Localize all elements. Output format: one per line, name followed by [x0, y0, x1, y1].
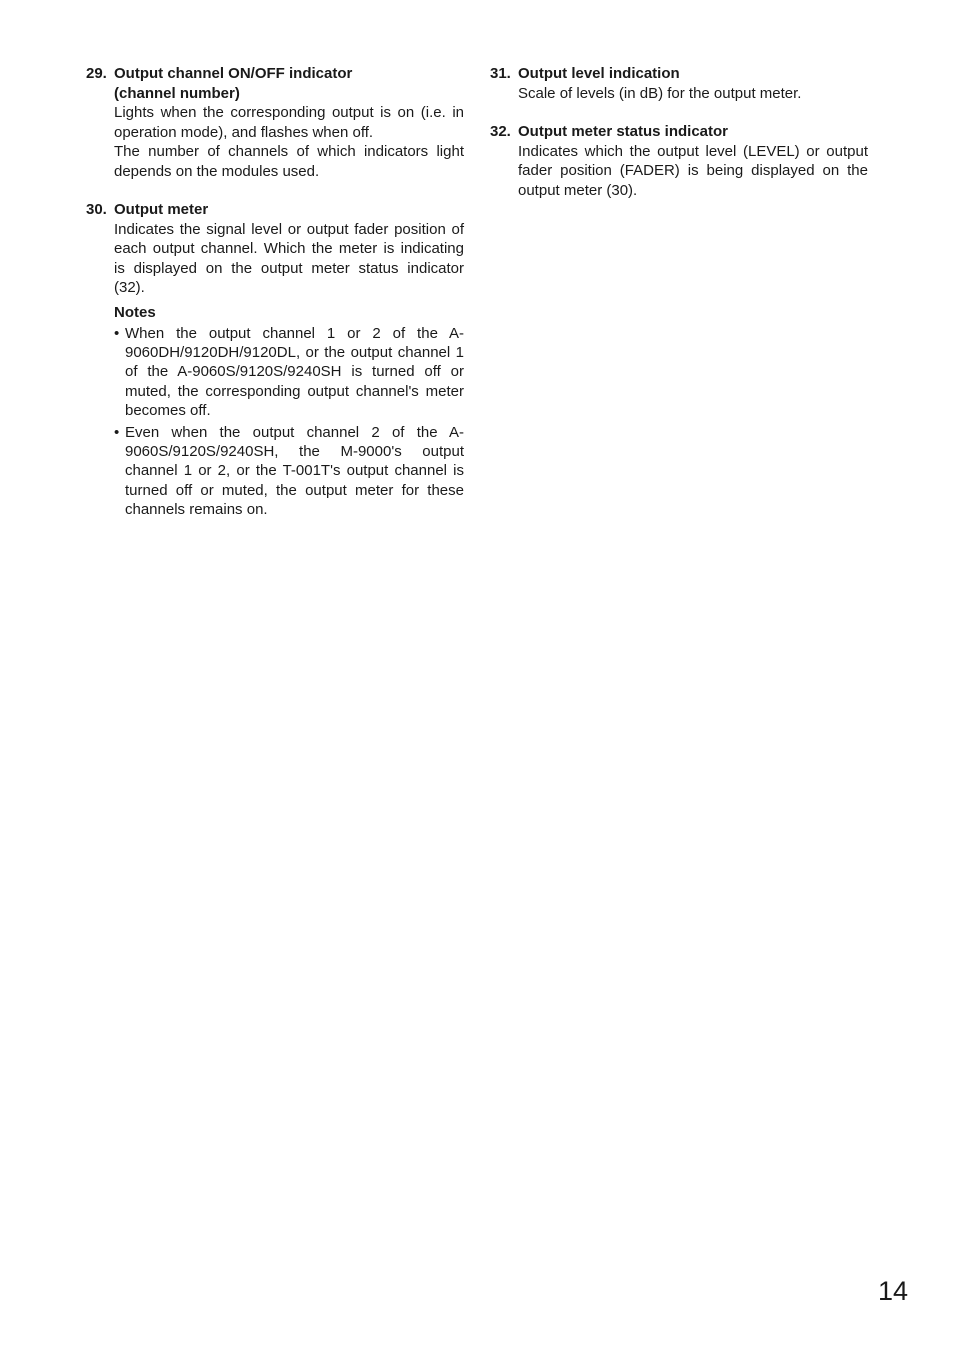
item-29-paragraph-1: Lights when the corresponding output is on (i.e. in operation mode), and flashes when off. [114, 104, 464, 141]
item-31-number: 31. [490, 65, 511, 82]
item-30-paragraph: Indicates the signal level or output fader position of each output channel. Which the meter is indicating is displayed on the output meter status indicator (32). [114, 220, 464, 296]
note-item [114, 423, 464, 519]
item-29-number: 29. [86, 65, 107, 82]
note-text-1: When the output channel 1 or 2 of the A-9060DH/9120DH/9120DL, or the output channel 1 of the A-9060S/9120S/9240SH is turned off or muted, the corresponding output channel's meter becomes off. [125, 325, 464, 419]
item-31-heading: Output level indication [518, 65, 680, 82]
item-31 [490, 64, 868, 103]
notes-list [114, 324, 464, 519]
page-number: 14 [877, 1276, 908, 1306]
item-29-title [86, 64, 464, 103]
bullet-icon: • [114, 424, 120, 442]
item-29-heading-line2: (channel number) [114, 84, 240, 102]
item-31-title [490, 64, 868, 84]
item-29-heading [114, 64, 464, 103]
item-29-paragraph-2: The number of channels of which indicators light depends on the modules used. [114, 143, 464, 180]
item-30-number: 30. [86, 201, 107, 218]
item-29 [86, 64, 464, 181]
note-text-2: Even when the output channel 2 of the A-9060S/9120S/9240SH, the M-9000's output channel 1 or 2, or the T-001T's output channel is turned off or muted, the output meter for these channels remains on. [125, 424, 464, 518]
item-30 [86, 200, 464, 519]
item-30-heading: Output meter [114, 201, 209, 218]
item-32-heading: Output meter status indicator [518, 123, 729, 140]
item-30-title [86, 200, 464, 220]
bullet-icon: • [114, 325, 120, 342]
item-32 [490, 122, 868, 200]
item-32-number: 32. [490, 123, 511, 140]
note-item [114, 324, 464, 420]
item-32-body [518, 142, 868, 201]
item-32-title [490, 122, 868, 142]
item-29-heading-line1: Output channel ON/OFF indicator [114, 65, 353, 82]
notes-heading: Notes [114, 303, 156, 321]
item-31-body [518, 84, 868, 104]
left-column [86, 64, 464, 538]
item-31-paragraph: Scale of levels (in dB) for the output meter. [518, 84, 802, 102]
item-32-paragraph: Indicates which the output level (LEVEL) or output fader position (FADER) is being displayed on the output meter (30). [518, 142, 868, 199]
item-29-body [114, 103, 464, 181]
item-30-body [114, 220, 464, 298]
right-column [490, 64, 868, 219]
